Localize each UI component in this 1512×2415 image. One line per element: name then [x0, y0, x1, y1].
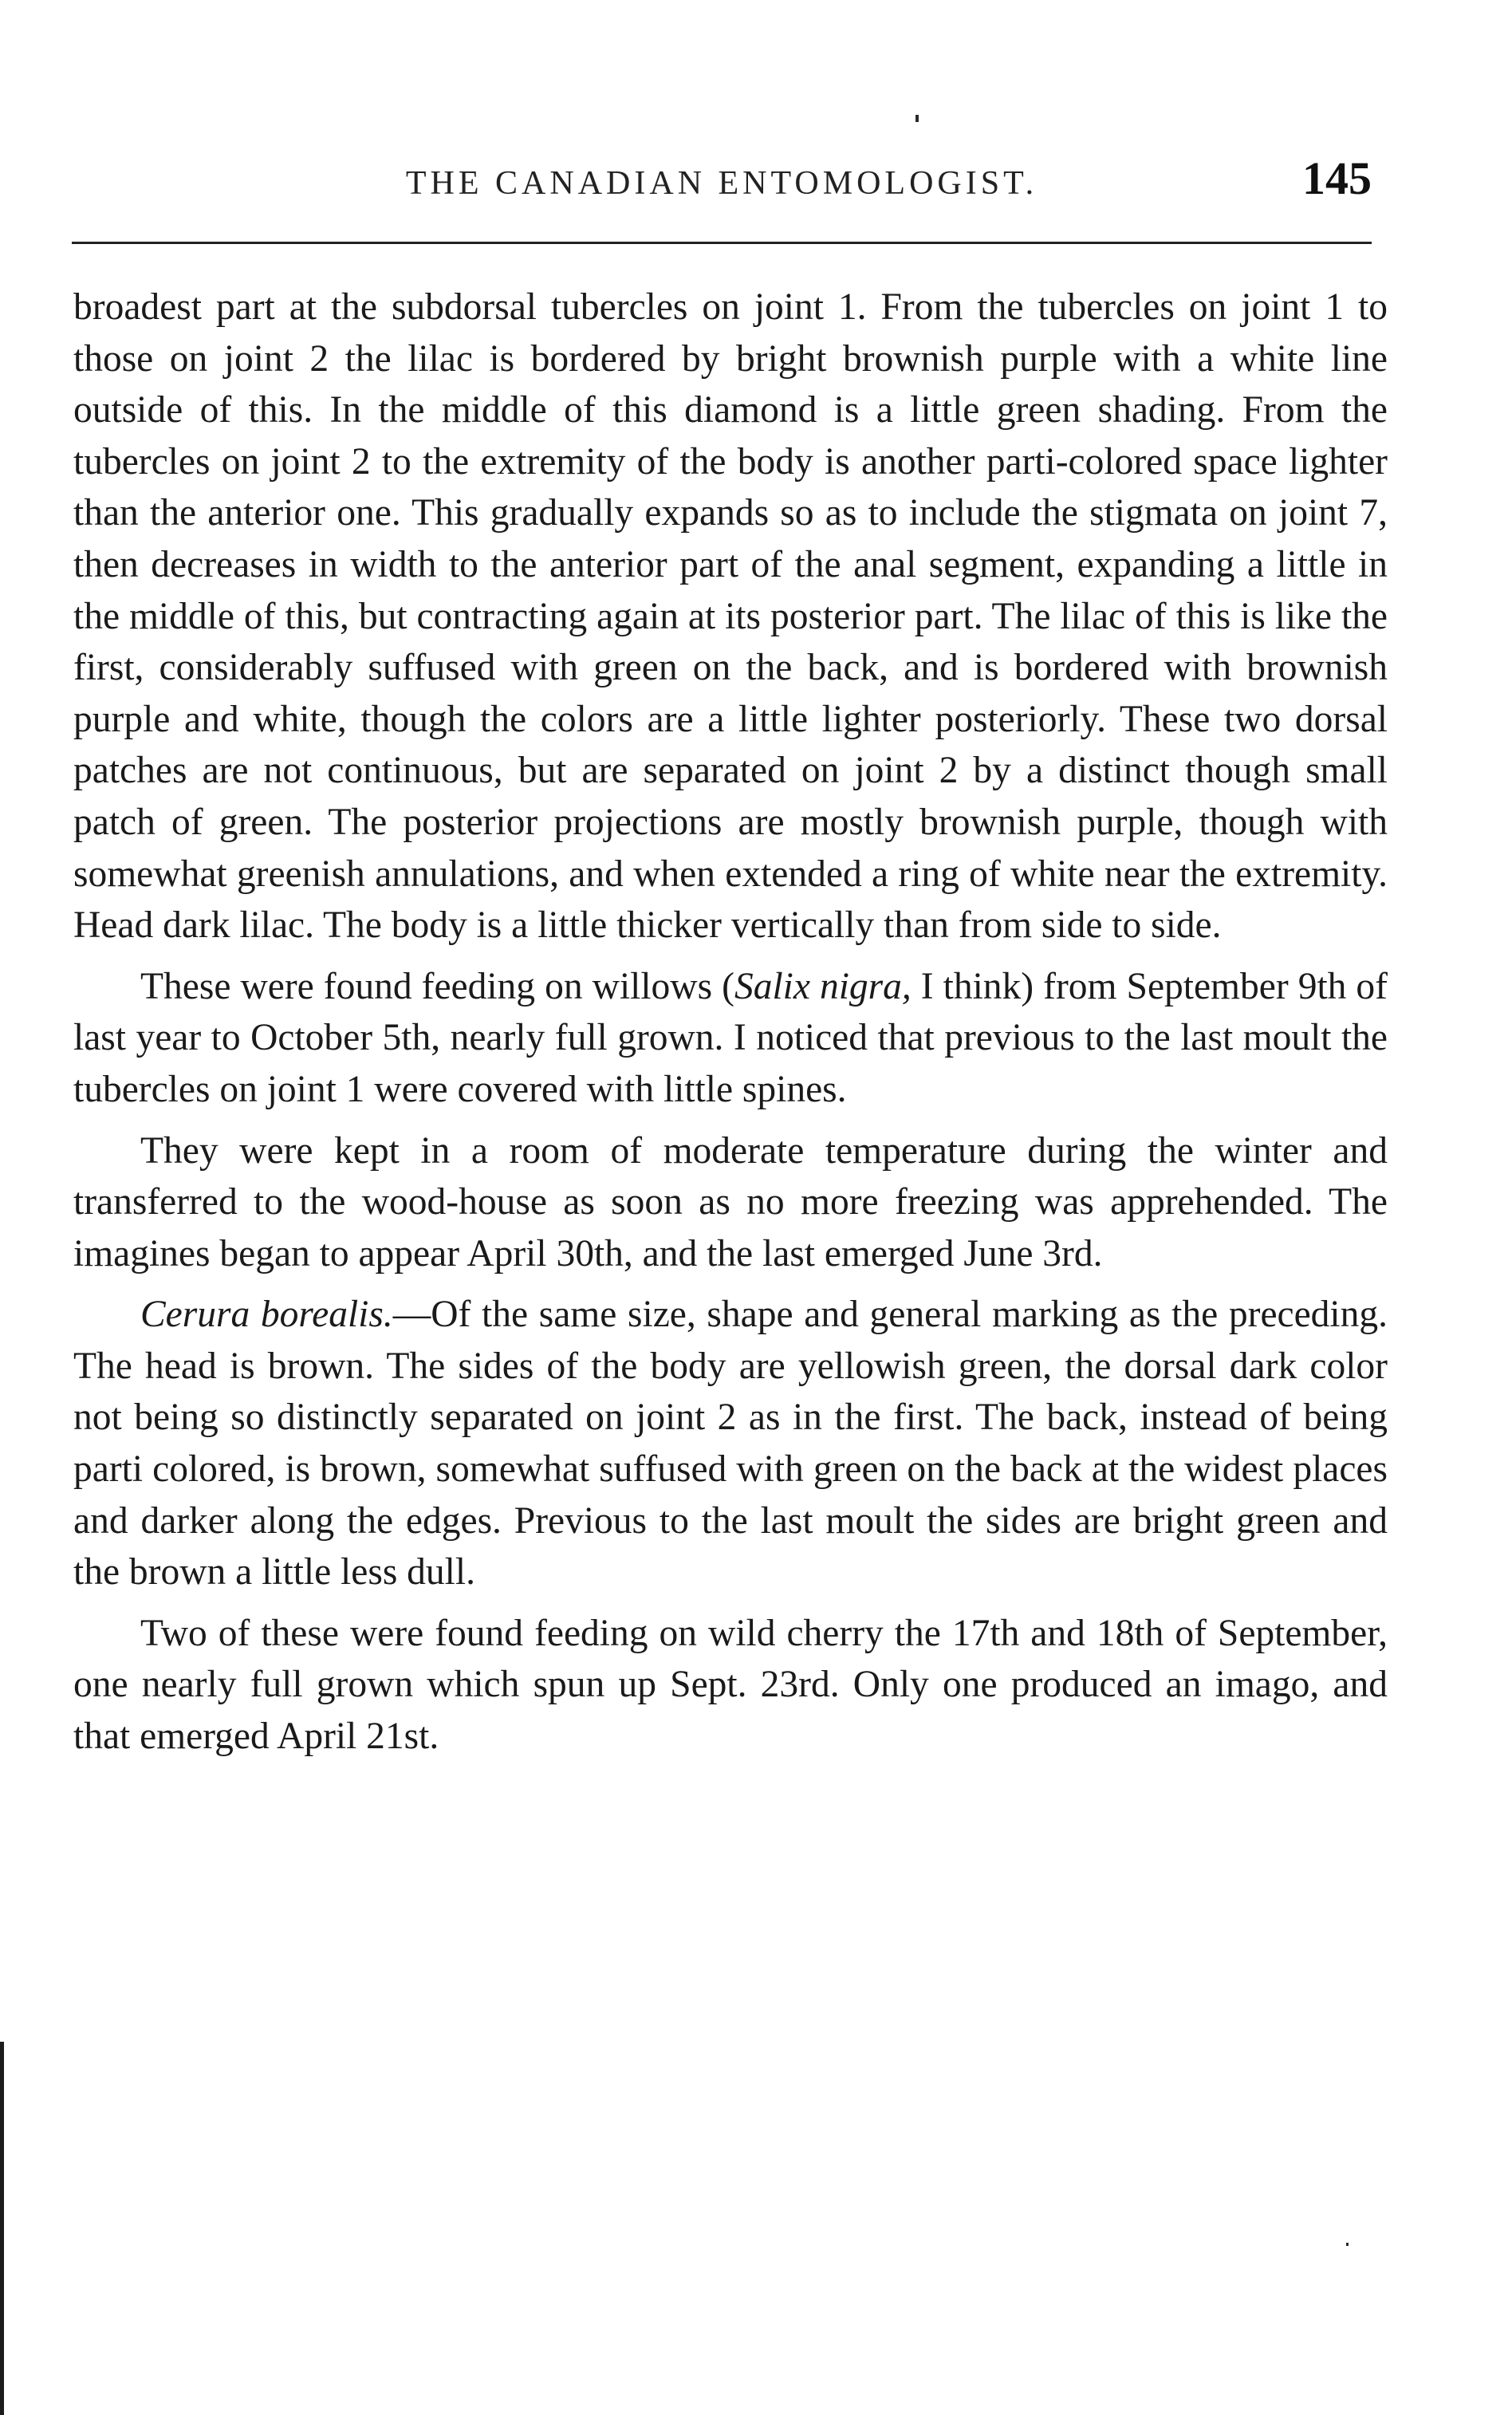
paragraph-willows-text-end: I think) from September 9th of last year to October 5th, nearly full grown. I noticed that previous to the last moult the tubercles on joint 1 were covered with little spines.: [73, 965, 1388, 1110]
species-name-salix-nigra: Salix nigra,: [734, 965, 912, 1007]
scan-speck: [915, 115, 919, 122]
paragraph-wild-cherry: Two of these were found feeding on wild cherry the 17th and 18th of September, one nearly full grown which spun up Sept. 23rd. Only one produced an imago, and that emerged April 21st.: [73, 1612, 1388, 1758]
running-head: [72, 152, 1372, 215]
scan-speck: [1346, 2243, 1349, 2246]
paragraph-cerura-borealis-text: —Of the same size, shape and general marking as the preceding. The head is brown. The sides of the body are yellowish green, the dorsal dark color not being so distinctly separated on joint 2 as in the first. The back, instead of being parti colored, is brown, somewhat suffused with green on the back at the widest places and darker along the edges. Previous to the last moult the sides are bright green and the brown a little less dull.: [73, 1294, 1388, 1594]
page-number: 145: [1302, 152, 1372, 204]
header-rule: [72, 242, 1372, 244]
paragraph-willows-text-start: These were found feeding on willows (: [140, 965, 734, 1007]
scan-edge-shadow: [0, 2042, 4, 2415]
paragraph-continued: broadest part at the subdorsal tubercles on joint 1. From the tubercles on joint 1 to those on joint 2 the lilac is bordered by bright brownish purple with a white line outside of this. In the middle of this diamond is a little green shading. From the tubercles on joint 2 to the extremity of the body is another parti-colored space lighter than the anterior one. This gradually expands so as to include the stigmata on joint 7, then decreases in width to the anterior part of the anal segment, expanding a little in the middle of this, but contracting again at its posterior part. The lilac of this is like the first, considerably suffused with green on the back, and is bordered with brownish purple and white, though the colors are a little lighter posteriorly. These two dorsal patches are not continuous, but are separated on joint 2 by a distinct though small patch of green. The posterior projections are mostly brownish purple, though with somewhat greenish annulations, and when extended a ring of white near the extremity. Head dark lilac. The body is a little thicker vertically than from side to side.: [73, 286, 1388, 947]
article-body: [73, 282, 1388, 1772]
species-name-cerura-borealis: Cerura borealis.: [140, 1294, 393, 1336]
journal-title: THE CANADIAN ENTOMOLOGIST.: [405, 165, 1038, 202]
paragraph-rearing: They were kept in a room of moderate temperature during the winter and transferred to the wood-house as soon as no more freezing was apprehended. The imagines began to appear April 30th, and the last emerged June 3rd.: [73, 1129, 1388, 1274]
paragraph-cerura-borealis: [73, 1289, 1388, 1598]
paragraph-willows: [73, 961, 1388, 1116]
